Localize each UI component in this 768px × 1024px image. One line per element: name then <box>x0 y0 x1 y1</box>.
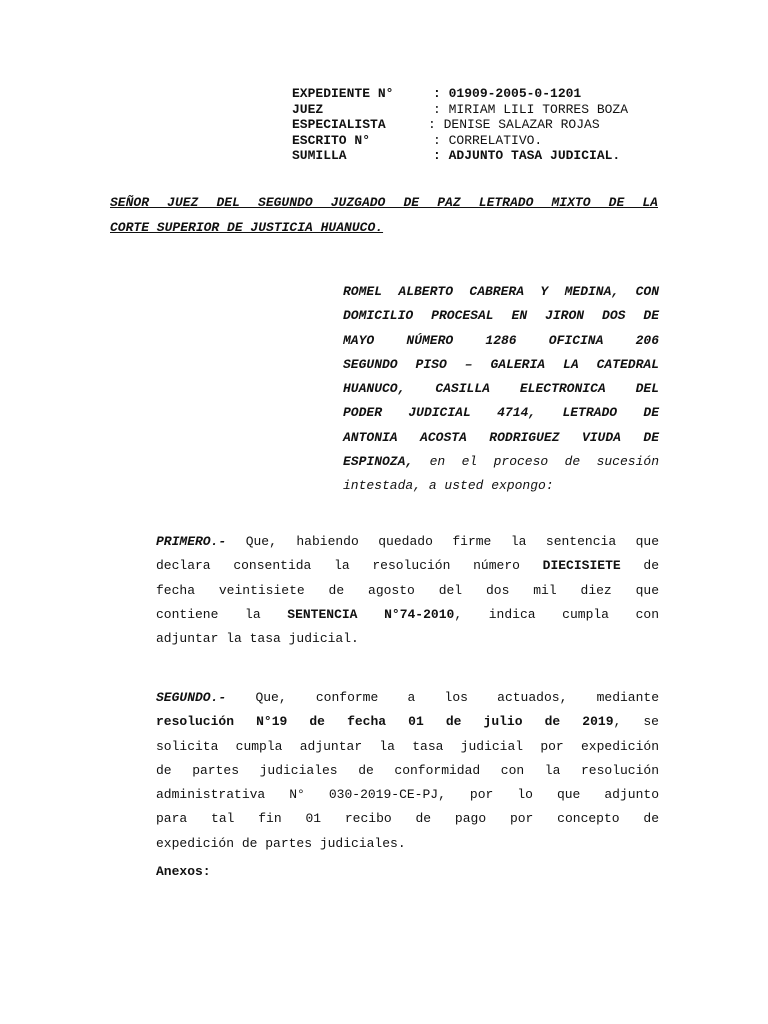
paragraph-line: fecha veintisiete de agosto del dos mil diez que <box>156 582 659 598</box>
paragraph-line: expedición de partes judiciales. <box>156 835 406 851</box>
header-row-sumilla <box>292 148 628 164</box>
primero-title: PRIMERO.- <box>156 534 227 549</box>
header-label: SUMILLA <box>292 148 347 163</box>
segundo-title: SEGUNDO.- <box>156 690 227 705</box>
paragraph-line: para tal fin 01 recibo de pago por concepto de <box>156 811 659 827</box>
intro-line: DOMICILIO PROCESAL EN JIRON DOS DE <box>343 308 659 324</box>
paragraph-line: SEGUNDO.- Que, conforme a los actuados, mediante <box>156 690 659 705</box>
header-value: : 01909-2005-0-1201 <box>433 86 582 101</box>
intro-line: MAYO NÚMERO 1286 OFICINA 206 <box>343 332 659 348</box>
header-row-especialista <box>292 117 628 133</box>
paragraph-line: administrativa N° 030-2019-CE-PJ, por lo que adjunto <box>156 787 659 803</box>
intro-line: PODER JUDICIAL 4714, LETRADO DE <box>343 405 659 421</box>
paragraph-line: declara consentida la resolución número DIECISIETE de <box>156 558 659 574</box>
header-label: ESPECIALISTA <box>292 117 386 132</box>
intro-line: ROMEL ALBERTO CABRERA Y MEDINA, CON <box>343 284 659 299</box>
header-value: : DENISE SALAZAR ROJAS <box>428 117 600 132</box>
paragraph-line: contiene la SENTENCIA N°74-2010, indica cumpla con <box>156 606 659 622</box>
intro-line: SEGUNDO PISO – GALERIA LA CATEDRAL <box>343 356 659 372</box>
paragraph-line: resolución N°19 de fecha 01 de julio de 2019, se <box>156 714 659 730</box>
header-value: : ADJUNTO TASA JUDICIAL. <box>433 148 621 163</box>
case-header <box>292 86 628 164</box>
segundo-paragraph <box>156 686 659 856</box>
header-label: JUEZ <box>292 101 324 117</box>
header-row-expediente <box>292 86 628 102</box>
addressee-line: CORTE SUPERIOR DE JUSTICIA HUANUCO. <box>110 220 384 235</box>
header-label: ESCRITO N° <box>292 132 371 148</box>
intro-line: ANTONIA ACOSTA RODRIGUEZ VIUDA DE <box>343 429 659 445</box>
paragraph-line: de partes judiciales de conformidad con la resolución <box>156 762 659 778</box>
anexos-heading: Anexos: <box>156 864 211 879</box>
header-row-escrito <box>292 133 628 149</box>
addressee-line: SEÑOR JUEZ DEL SEGUNDO JUZGADO DE PAZ LETRADO MIXTO DE LA <box>110 195 658 210</box>
header-label: EXPEDIENTE N° <box>292 86 394 101</box>
intro-paragraph <box>343 280 659 499</box>
header-value: : MIRIAM LILI TORRES BOZA <box>433 101 629 117</box>
intro-line: HUANUCO, CASILLA ELECTRONICA DEL <box>343 381 659 397</box>
header-row-juez <box>292 102 628 118</box>
paragraph-line: PRIMERO.- Que, habiendo quedado firme la sentencia que <box>156 534 659 549</box>
primero-paragraph <box>156 530 659 651</box>
paragraph-line: adjuntar la tasa judicial. <box>156 631 359 647</box>
intro-line: intestada, a usted expongo: <box>343 478 554 494</box>
addressee <box>110 190 658 240</box>
paragraph-line: solicita cumpla adjuntar la tasa judicial por expedición <box>156 738 659 754</box>
intro-line: ESPINOZA, en el proceso de sucesión <box>343 454 659 470</box>
header-value: : CORRELATIVO. <box>433 132 543 148</box>
